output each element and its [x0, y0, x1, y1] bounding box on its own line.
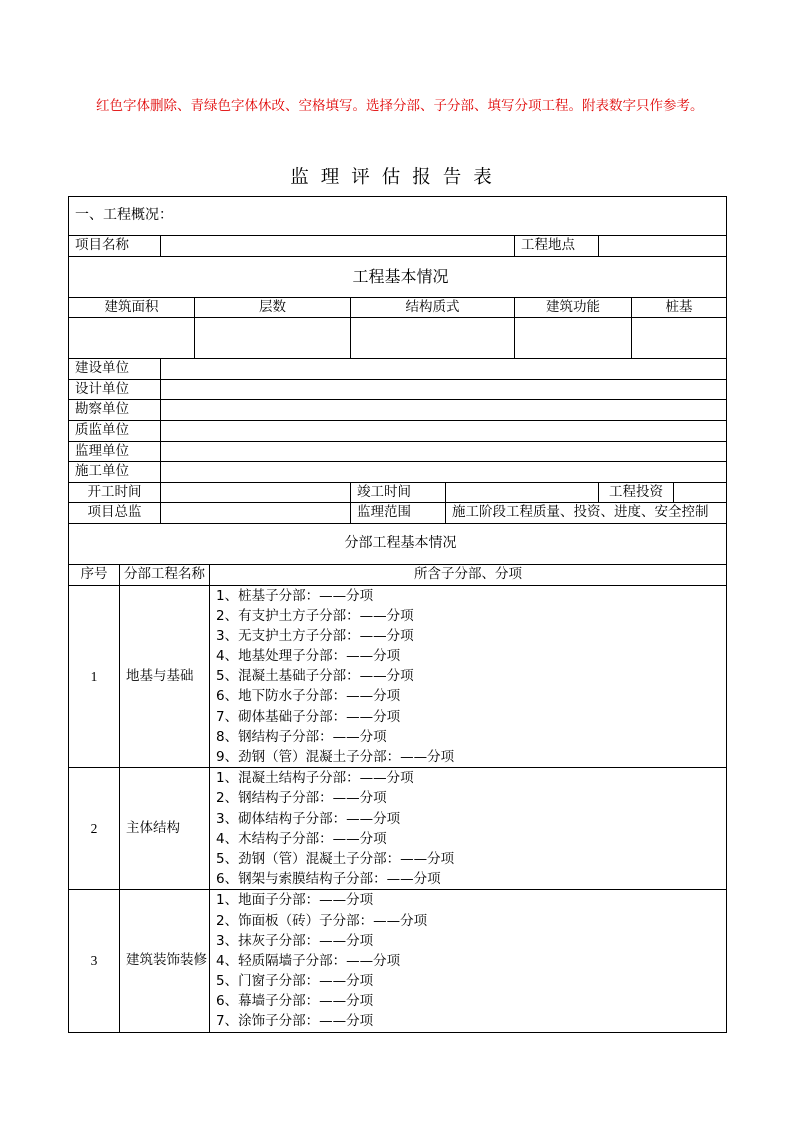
unit-label: 监理单位	[69, 441, 161, 462]
project-name-field[interactable]	[161, 236, 515, 257]
list-item: 1、地面子分部：——分项	[216, 892, 374, 909]
unit-label: 质监单位	[69, 420, 161, 441]
header-division-name: 分部工程名称	[120, 564, 210, 585]
start-time-label: 开工时间	[69, 482, 161, 503]
project-name-label: 项目名称	[69, 236, 161, 257]
investment-label: 工程投资	[599, 482, 674, 503]
pile-field[interactable]	[632, 318, 727, 359]
unit-label: 建设单位	[69, 359, 161, 380]
unit-label: 施工单位	[69, 462, 161, 483]
header-structure: 结构质式	[351, 297, 515, 318]
list-item: 4、地基处理子分部：——分项	[216, 648, 401, 665]
list-item: 3、砌体结构子分部：——分项	[216, 810, 401, 827]
division-info-heading: 分部工程基本情况	[69, 523, 727, 564]
unit-field[interactable]	[161, 400, 727, 421]
list-item: 2、有支护土方子分部：——分项	[216, 607, 414, 624]
report-table	[68, 196, 727, 1033]
unit-label: 勘察单位	[69, 400, 161, 421]
page-title: 监理评估报告表	[290, 167, 504, 188]
unit-field[interactable]	[161, 379, 727, 400]
division-no: 1	[69, 585, 120, 768]
list-item: 9、劲钢（管）混凝土子分部：——分项	[216, 749, 455, 766]
division-no: 3	[69, 890, 120, 1032]
project-location-label: 工程地点	[515, 236, 599, 257]
list-item: 5、劲钢（管）混凝土子分部：——分项	[216, 850, 455, 867]
list-item: 2、钢结构子分部：——分项	[216, 790, 387, 807]
division-no: 2	[69, 768, 120, 890]
list-item: 6、钢架与索膜结构子分部：——分项	[216, 871, 441, 888]
division-items	[210, 890, 727, 1032]
list-item: 3、抹灰子分部：——分项	[216, 932, 374, 949]
list-item: 1、桩基子分部：——分项	[216, 587, 374, 604]
header-floors: 层数	[195, 297, 351, 318]
unit-field[interactable]	[161, 462, 727, 483]
unit-field[interactable]	[161, 359, 727, 380]
start-time-field[interactable]	[161, 482, 351, 503]
list-item: 4、木结构子分部：——分项	[216, 830, 387, 847]
basic-info-heading: 工程基本情况	[69, 256, 727, 297]
director-label: 项目总监	[69, 503, 161, 524]
division-name: 主体结构	[120, 768, 210, 890]
end-time-label: 竣工时间	[351, 482, 446, 503]
list-item: 6、幕墙子分部：——分项	[216, 993, 374, 1010]
list-item: 4、轻质隔墙子分部：——分项	[216, 952, 401, 969]
header-pile: 桩基	[632, 297, 727, 318]
section-overview-heading: 一、工程概况：	[69, 197, 727, 236]
instruction-note: 红色字体删除、青绿色字体休改、空格填写。选择分部、子分部、填写分项工程。附表数字只作参考。	[96, 98, 704, 114]
building-area-field[interactable]	[69, 318, 195, 359]
list-item: 7、涂饰子分部：——分项	[216, 1013, 374, 1030]
function-field[interactable]	[515, 318, 632, 359]
header-building-area: 建筑面积	[69, 297, 195, 318]
list-item: 5、混凝土基础子分部：——分项	[216, 668, 414, 685]
investment-field[interactable]	[674, 482, 727, 503]
scope-label: 监理范围	[351, 503, 446, 524]
structure-field[interactable]	[351, 318, 515, 359]
director-field[interactable]	[161, 503, 351, 524]
list-item: 2、饰面板（砖）子分部：——分项	[216, 912, 428, 929]
division-items	[210, 585, 727, 768]
division-name: 地基与基础	[120, 585, 210, 768]
header-sub-items: 所含子分部、分项	[210, 564, 727, 585]
list-item: 6、地下防水子分部：——分项	[216, 688, 401, 705]
unit-label: 设计单位	[69, 379, 161, 400]
scope-value: 施工阶段工程质量、投资、进度、安全控制	[446, 503, 727, 524]
header-function: 建筑功能	[515, 297, 632, 318]
header-no: 序号	[69, 564, 120, 585]
project-location-field[interactable]	[599, 236, 727, 257]
division-name: 建筑装饰装修	[120, 890, 210, 1032]
list-item: 5、门窗子分部：——分项	[216, 973, 374, 990]
list-item: 8、钢结构子分部：——分项	[216, 728, 387, 745]
division-items	[210, 768, 727, 890]
list-item: 3、无支护土方子分部：——分项	[216, 627, 414, 644]
unit-field[interactable]	[161, 441, 727, 462]
list-item: 1、混凝土结构子分部：——分项	[216, 770, 414, 787]
end-time-field[interactable]	[446, 482, 599, 503]
unit-field[interactable]	[161, 420, 727, 441]
list-item: 7、砌体基础子分部：——分项	[216, 708, 401, 725]
floors-field[interactable]	[195, 318, 351, 359]
